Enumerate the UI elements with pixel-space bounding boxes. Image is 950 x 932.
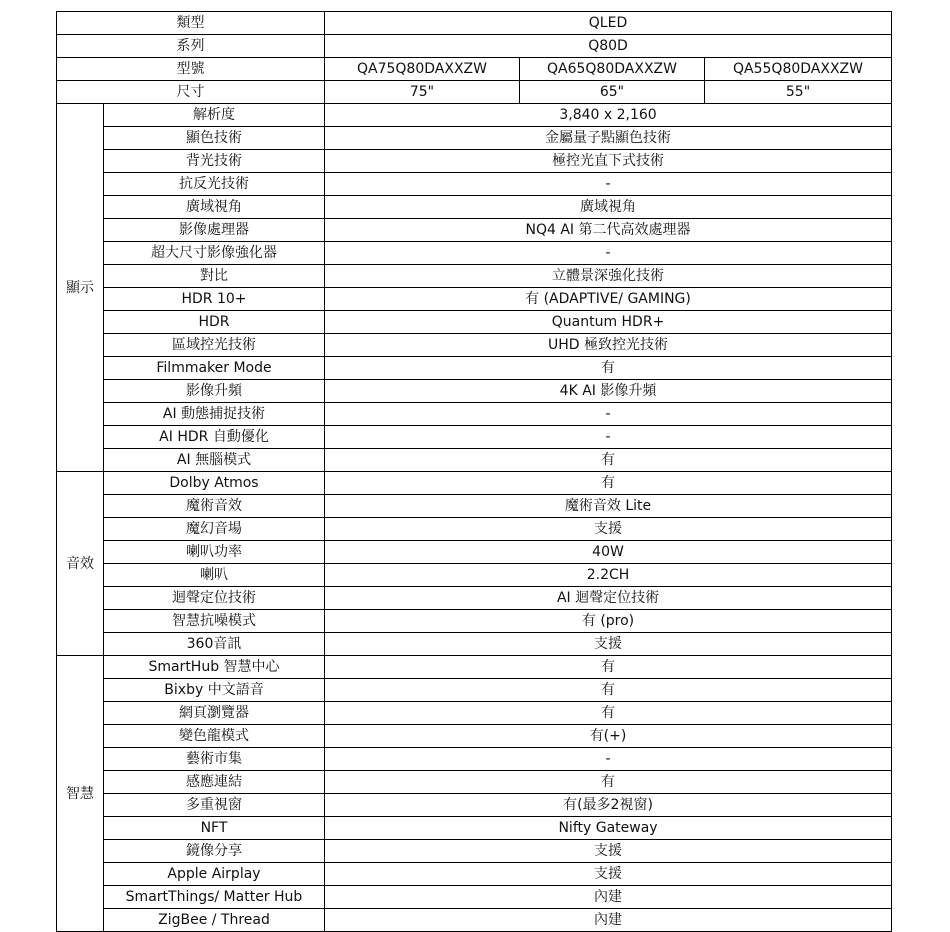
- size-label: 尺寸: [57, 81, 325, 104]
- spec-value: 有: [325, 449, 892, 472]
- spec-row: [57, 449, 892, 472]
- spec-row: [57, 771, 892, 794]
- spec-label: 超大尺寸影像強化器: [104, 242, 325, 265]
- spec-value: 極控光直下式技術: [325, 150, 892, 173]
- spec-value: 魔術音效 Lite: [325, 495, 892, 518]
- spec-row: [57, 196, 892, 219]
- spec-row: [57, 265, 892, 288]
- spec-row: [57, 794, 892, 817]
- spec-row: [57, 311, 892, 334]
- spec-label: SmartHub 智慧中心: [104, 656, 325, 679]
- spec-label: Filmmaker Mode: [104, 357, 325, 380]
- spec-value: 有: [325, 357, 892, 380]
- spec-row: [57, 633, 892, 656]
- spec-row: [57, 610, 892, 633]
- spec-row: [57, 150, 892, 173]
- spec-row: [57, 886, 892, 909]
- spec-value: -: [325, 242, 892, 265]
- spec-label: 感應連結: [104, 771, 325, 794]
- spec-label: 對比: [104, 265, 325, 288]
- spec-row: [57, 357, 892, 380]
- spec-value: 3,840 x 2,160: [325, 104, 892, 127]
- row-size: [57, 81, 892, 104]
- spec-value: 有: [325, 771, 892, 794]
- spec-label: ZigBee / Thread: [104, 909, 325, 932]
- spec-label: 魔術音效: [104, 495, 325, 518]
- spec-label: 360音訊: [104, 633, 325, 656]
- spec-row: [57, 656, 892, 679]
- spec-label: 網頁瀏覽器: [104, 702, 325, 725]
- spec-label: 鏡像分享: [104, 840, 325, 863]
- spec-value: 有 (pro): [325, 610, 892, 633]
- row-series: [57, 35, 892, 58]
- spec-value: 有(最多2視窗): [325, 794, 892, 817]
- spec-row: [57, 702, 892, 725]
- spec-label: 魔幻音場: [104, 518, 325, 541]
- category-label: 顯示: [57, 104, 104, 472]
- spec-row: [57, 518, 892, 541]
- spec-label: 背光技術: [104, 150, 325, 173]
- spec-value: -: [325, 403, 892, 426]
- spec-row: [57, 725, 892, 748]
- spec-row: [57, 334, 892, 357]
- spec-row: [57, 288, 892, 311]
- spec-label: Apple Airplay: [104, 863, 325, 886]
- spec-value: 立體景深強化技術: [325, 265, 892, 288]
- spec-row: [57, 541, 892, 564]
- spec-value: -: [325, 173, 892, 196]
- type-value: QLED: [325, 12, 892, 35]
- spec-row: [57, 564, 892, 587]
- spec-value: UHD 極致控光技術: [325, 334, 892, 357]
- spec-label: 迴聲定位技術: [104, 587, 325, 610]
- spec-value: 有: [325, 702, 892, 725]
- spec-label: Bixby 中文語音: [104, 679, 325, 702]
- spec-label: AI HDR 自動優化: [104, 426, 325, 449]
- spec-label: 影像處理器: [104, 219, 325, 242]
- category-label: 智慧: [57, 656, 104, 932]
- spec-label: SmartThings/ Matter Hub: [104, 886, 325, 909]
- spec-row: [57, 380, 892, 403]
- spec-label: NFT: [104, 817, 325, 840]
- series-value: Q80D: [325, 35, 892, 58]
- size-75: 75": [325, 81, 520, 104]
- spec-value: 有: [325, 656, 892, 679]
- spec-value: -: [325, 748, 892, 771]
- spec-label: HDR 10+: [104, 288, 325, 311]
- spec-label: 變色龍模式: [104, 725, 325, 748]
- spec-value: 支援: [325, 633, 892, 656]
- spec-value: AI 迴聲定位技術: [325, 587, 892, 610]
- spec-value: 有: [325, 472, 892, 495]
- spec-row: [57, 403, 892, 426]
- category-label: 音效: [57, 472, 104, 656]
- spec-label: 多重視窗: [104, 794, 325, 817]
- spec-row: [57, 817, 892, 840]
- spec-row: [57, 472, 892, 495]
- spec-row: [57, 679, 892, 702]
- spec-row: [57, 587, 892, 610]
- spec-label: 解析度: [104, 104, 325, 127]
- spec-label: 顯色技術: [104, 127, 325, 150]
- spec-label: 抗反光技術: [104, 173, 325, 196]
- spec-row: [57, 219, 892, 242]
- spec-row: [57, 495, 892, 518]
- spec-label: 藝術市集: [104, 748, 325, 771]
- spec-value: 有(+): [325, 725, 892, 748]
- model-label: 型號: [57, 58, 325, 81]
- spec-label: AI 動態捕捉技術: [104, 403, 325, 426]
- spec-row: [57, 840, 892, 863]
- spec-row: [57, 909, 892, 932]
- spec-row: [57, 426, 892, 449]
- model-75: QA75Q80DAXXZW: [325, 58, 520, 81]
- spec-value: 金屬量子點顯色技術: [325, 127, 892, 150]
- spec-value: -: [325, 426, 892, 449]
- spec-row: [57, 104, 892, 127]
- spec-row: [57, 242, 892, 265]
- spec-label: 智慧抗噪模式: [104, 610, 325, 633]
- size-65: 65": [520, 81, 705, 104]
- type-label: 類型: [57, 12, 325, 35]
- spec-label: HDR: [104, 311, 325, 334]
- spec-table: [56, 11, 892, 932]
- series-label: 系列: [57, 35, 325, 58]
- spec-value: 內建: [325, 886, 892, 909]
- spec-value: 廣域視角: [325, 196, 892, 219]
- spec-value: 2.2CH: [325, 564, 892, 587]
- spec-label: 廣域視角: [104, 196, 325, 219]
- model-65: QA65Q80DAXXZW: [520, 58, 705, 81]
- row-type: [57, 12, 892, 35]
- spec-row: [57, 863, 892, 886]
- spec-value: Nifty Gateway: [325, 817, 892, 840]
- spec-value: 支援: [325, 863, 892, 886]
- spec-row: [57, 173, 892, 196]
- spec-value: 內建: [325, 909, 892, 932]
- spec-value: 4K AI 影像升頻: [325, 380, 892, 403]
- spec-value: Quantum HDR+: [325, 311, 892, 334]
- spec-label: 影像升頻: [104, 380, 325, 403]
- spec-value: NQ4 AI 第二代高效處理器: [325, 219, 892, 242]
- spec-row: [57, 748, 892, 771]
- spec-value: 有: [325, 679, 892, 702]
- spec-label: 喇叭: [104, 564, 325, 587]
- spec-value: 40W: [325, 541, 892, 564]
- spec-row: [57, 127, 892, 150]
- spec-label: AI 無腦模式: [104, 449, 325, 472]
- spec-label: 喇叭功率: [104, 541, 325, 564]
- row-model: [57, 58, 892, 81]
- spec-label: Dolby Atmos: [104, 472, 325, 495]
- spec-value: 支援: [325, 518, 892, 541]
- spec-label: 區域控光技術: [104, 334, 325, 357]
- spec-value: 有 (ADAPTIVE/ GAMING): [325, 288, 892, 311]
- size-55: 55": [705, 81, 892, 104]
- spec-value: 支援: [325, 840, 892, 863]
- model-55: QA55Q80DAXXZW: [705, 58, 892, 81]
